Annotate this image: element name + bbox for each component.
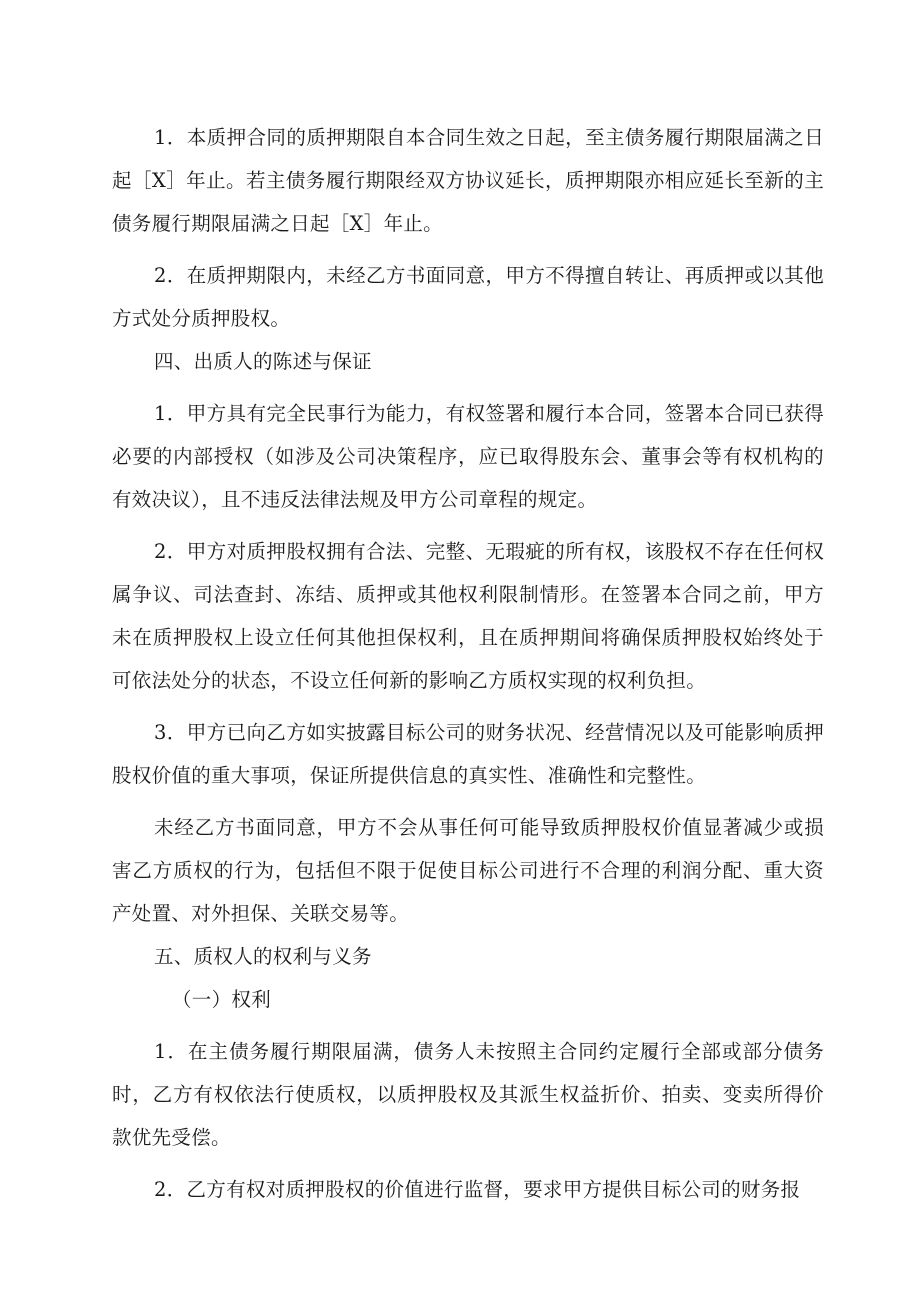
clause-warranty-1: 1．甲方具有完全民事行为能力，有权签署和履行本合同，签署本合同已获得必要的内部授权（如涉及公司决策程序，应已取得股东会、董事会等有权机构的有效决议），且不违反法律法规及甲方公司章程的规定。 xyxy=(112,402,824,511)
subsection-heading-rights: （一）权利 xyxy=(172,988,272,1011)
document-body xyxy=(112,116,824,1211)
clause-warranty-3: 3．甲方已向乙方如实披露目标公司的财务状况、经营情况以及可能影响质押股权价值的重大事项，保证所提供信息的真实性、准确性和完整性。 xyxy=(112,721,824,787)
clause-term-1: 1．本质押合同的质押期限自本合同生效之日起，至主债务履行期限届满之日起［X］年止。若主债务履行期限经双方协议延长，质押期限亦相应延长至新的主债务履行期限届满之日起［X］年止。 xyxy=(112,126,824,235)
section-heading-4: 四、出质人的陈述与保证 xyxy=(154,350,372,373)
clause-warranty-covenant: 未经乙方书面同意，甲方不会从事任何可能导致质押股权价值显著减少或损害乙方质权的行为，包括但不限于促使目标公司进行不合理的利润分配、重大资产处置、对外担保、关联交易等。 xyxy=(112,816,824,925)
clause-term-2: 2．在质押期限内，未经乙方书面同意，甲方不得擅自转让、再质押或以其他方式处分质押股权。 xyxy=(112,264,824,330)
clause-rights-1: 1．在主债务履行期限届满，债务人未按照主合同约定履行全部或部分债务时，乙方有权依法行使质权，以质押股权及其派生权益折价、拍卖、变卖所得价款优先受偿。 xyxy=(112,1040,824,1149)
clause-rights-2: 2．乙方有权对质押股权的价值进行监督，要求甲方提供目标公司的财务报 xyxy=(154,1178,801,1201)
section-heading-5: 五、质权人的权利与义务 xyxy=(154,945,372,968)
clause-warranty-2: 2．甲方对质押股权拥有合法、完整、无瑕疵的所有权，该股权不存在任何权属争议、司法查封、冻结、质押或其他权利限制情形。在签署本合同之前，甲方未在质押股权上设立任何其他担保权利，且在质押期间将确保质押股权始终处于可依法处分的状态，不设立任何新的影响乙方质权实现的权利负担。 xyxy=(112,540,824,692)
